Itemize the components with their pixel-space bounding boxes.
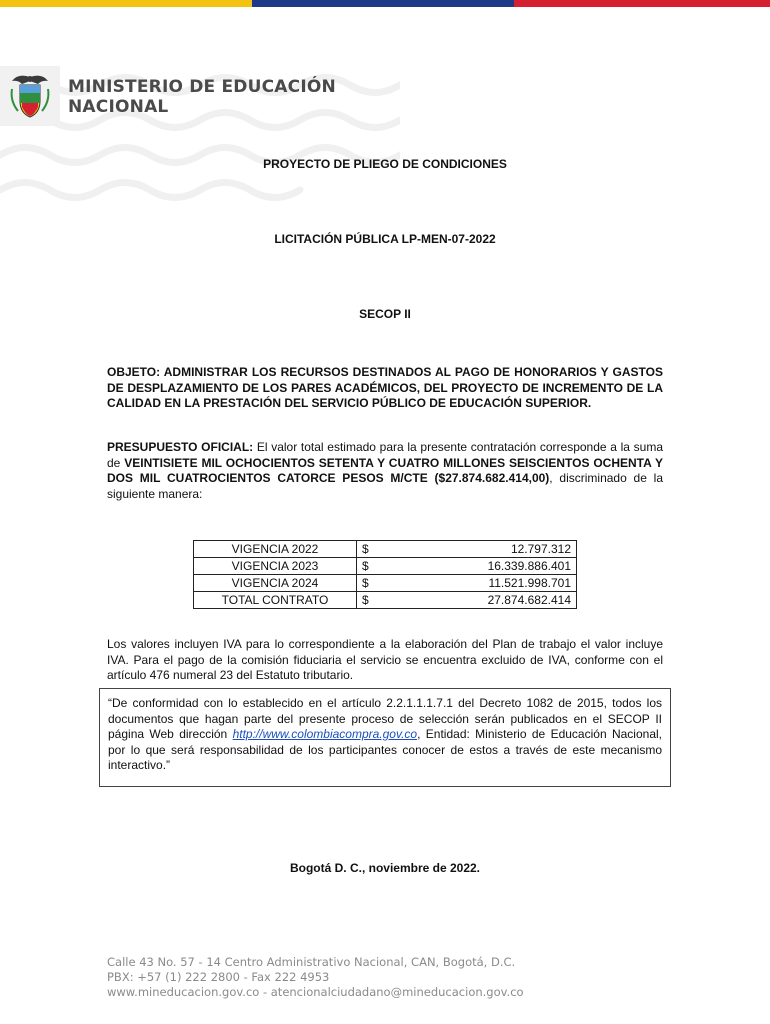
row-amount: 11.521.998.701: [401, 575, 577, 592]
row-currency: $: [357, 541, 401, 558]
row-amount: 27.874.682.414: [401, 592, 577, 609]
row-label: VIGENCIA 2024: [194, 575, 357, 592]
colombiacompra-link[interactable]: http://www.colombiacompra.gov.co: [232, 727, 418, 741]
date-line: Bogotá D. C., noviembre de 2022.: [289, 861, 481, 875]
platform-label: SECOP II: [359, 307, 411, 321]
table-row: [194, 541, 577, 558]
table-row: [194, 558, 577, 575]
table-row-total: [194, 592, 577, 609]
process-number: LICITACIÓN PÚBLICA LP-MEN-07-2022: [274, 232, 496, 246]
row-label: VIGENCIA 2022: [194, 541, 357, 558]
notice-text-2: , Entidad: Ministerio de Educación Nacional, por lo que será responsabilidad de los participantes conocer de estos a través de este mecanismo interactivo.”: [108, 727, 662, 772]
ministry-name: [68, 77, 336, 117]
budget-text-1: El valor total estimado para la presente contratación corresponde a la suma de: [107, 440, 663, 470]
budget-label: PRESUPUESTO OFICIAL:: [107, 440, 254, 454]
footer-address: Calle 43 No. 57 - 14 Centro Administrativo Nacional, CAN, Bogotá, D.C.: [107, 955, 516, 969]
row-amount: 16.339.886.401: [401, 558, 577, 575]
row-currency: $: [357, 575, 401, 592]
colombia-coat-of-arms-icon: [8, 71, 52, 121]
iva-note: Los valores incluyen IVA para lo correspondiente a la elaboración del Plan de trabajo el valor incluye IVA. Para el pago de la comisión fiduciaria el servicio se encuentra excluido de IVA, conforme con el artículo 476 numeral 23 del Estatuto tributario.: [107, 637, 663, 682]
row-label: VIGENCIA 2023: [194, 558, 357, 575]
footer-web: www.mineducacion.gov.co - atencionalciudadano@mineducacion.gov.co: [107, 985, 524, 999]
flag-color-bar: [0, 0, 770, 7]
budget-paragraph: [107, 440, 663, 502]
objeto-paragraph: [107, 365, 663, 412]
notice-text-1: “De conformidad con lo establecido en el artículo 2.2.1.1.1.7.1 del Decreto 1082 de 2015, todos los documentos que hagan parte del presente proceso de selección serán publicados en el SECOP II página Web dirección: [108, 696, 662, 741]
row-label: TOTAL CONTRATO: [194, 592, 357, 609]
flag-blue-segment: [252, 0, 514, 7]
flag-red-segment: [514, 0, 770, 7]
budget-amount-words: VEINTISIETE MIL OCHOCIENTOS SETENTA Y CUATRO MILLONES SEISCIENTOS OCHENTA Y DOS MIL CUATROCIENTOS CATORCE PESOS M/CTE ($27.874.682.414,00): [107, 455, 663, 485]
row-currency: $: [357, 592, 401, 609]
budget-table: [193, 540, 577, 609]
footer-phone: PBX: +57 (1) 222 2800 - Fax 222 4953: [107, 970, 330, 984]
ministry-name-line2: NACIONAL: [68, 97, 169, 117]
ministry-name-line1: MINISTERIO DE EDUCACIÓN: [68, 77, 336, 97]
document-title: PROYECTO DE PLIEGO DE CONDICIONES: [263, 157, 507, 171]
footer-contact: [107, 955, 524, 1000]
flag-yellow-segment: [0, 0, 252, 7]
secop-notice-box: [99, 688, 671, 787]
table-row: [194, 575, 577, 592]
row-currency: $: [357, 558, 401, 575]
budget-text-2: , discriminado de la siguiente manera:: [107, 471, 663, 501]
row-amount: 12.797.312: [401, 541, 577, 558]
objeto-text: OBJETO: ADMINISTRAR LOS RECURSOS DESTINADOS AL PAGO DE HONORARIOS Y GASTOS DE DESPLAZAMIENTO DE LOS PARES ACADÉMICOS, DEL PROYECTO DE INCREMENTO DE LA CALIDAD EN LA PRESTACIÓN DEL SERVICIO PÚBLICO DE EDUCACIÓN SUPERIOR.: [107, 365, 663, 410]
ministry-logo: [0, 66, 60, 126]
